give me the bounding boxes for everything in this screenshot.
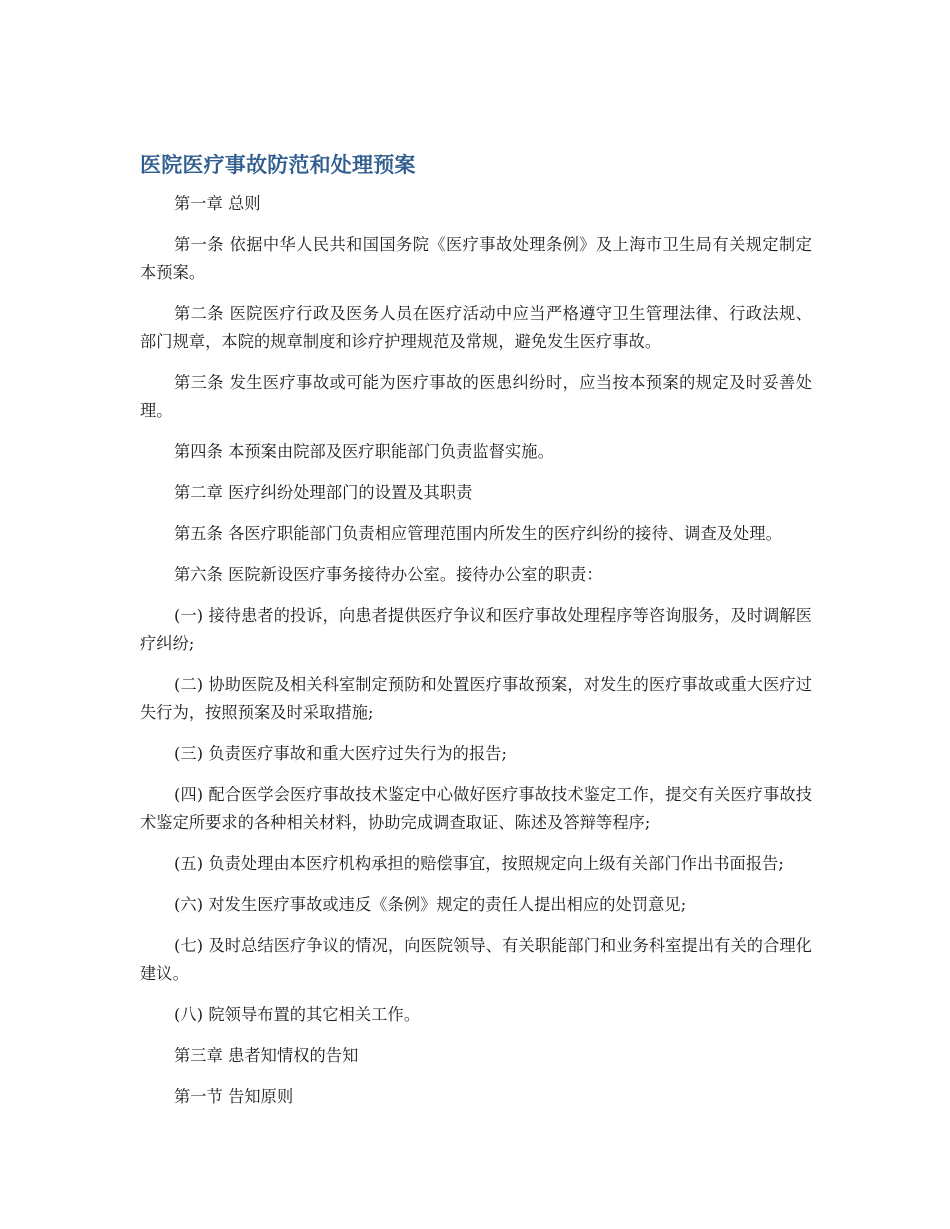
section-heading: 第一节 告知原则 (174, 1087, 294, 1106)
list-item: (八) 院领导布置的其它相关工作。 (174, 1005, 421, 1024)
list-item: (一) 接待患者的投诉，向患者提供医疗争议和医疗事故处理程序等咨询服务，及时调解医疗纠纷; (140, 606, 812, 653)
document-page (140, 150, 812, 1124)
chapter-heading: 第一章 总则 (174, 194, 261, 213)
article-paragraph: 第六条 医院新设医疗事务接待办公室。接待办公室的职责： (174, 565, 603, 584)
article-paragraph: 第三条 发生医疗事故或可能为医疗事故的医患纠纷时，应当按本预案的规定及时妥善处理。 (140, 373, 812, 420)
chapter-heading: 第二章 医疗纠纷处理部门的设置及其职责 (174, 483, 473, 502)
list-item: (四) 配合医学会医疗事故技术鉴定中心做好医疗事故技术鉴定工作，提交有关医疗事故技术鉴定所要求的各种相关材料，协助完成调查取证、陈述及答辩等程序; (140, 785, 812, 832)
article-paragraph: 第一条 依据中华人民共和国国务院《医疗事故处理条例》及上海市卫生局有关规定制定本预案。 (140, 235, 812, 282)
list-item: (二) 协助医院及相关科室制定预防和处置医疗事故预案，对发生的医疗事故或重大医疗过失行为，按照预案及时采取措施; (140, 675, 812, 722)
article-paragraph: 第二条 医院医疗行政及医务人员在医疗活动中应当严格遵守卫生管理法律、行政法规、部门规章，本院的规章制度和诊疗护理规范及常规，避免发生医疗事故。 (140, 304, 812, 351)
list-item: (三) 负责医疗事故和重大医疗过失行为的报告; (174, 744, 508, 763)
list-item: (七) 及时总结医疗争议的情况，向医院领导、有关职能部门和业务科室提出有关的合理化建议。 (140, 936, 812, 983)
list-item: (六) 对发生医疗事故或违反《条例》规定的责任人提出相应的处罚意见; (174, 895, 687, 914)
chapter-heading: 第三章 患者知情权的告知 (174, 1046, 359, 1065)
list-item: (五) 负责处理由本医疗机构承担的赔偿事宜，按照规定向上级有关部门作出书面报告; (174, 854, 784, 873)
article-paragraph: 第五条 各医疗职能部门负责相应管理范围内所发生的医疗纠纷的接待、调查及处理。 (174, 524, 782, 543)
article-paragraph: 第四条 本预案由院部及医疗职能部门负责监督实施。 (174, 442, 554, 461)
document-title: 医院医疗事故防范和处理预案 (140, 153, 416, 177)
